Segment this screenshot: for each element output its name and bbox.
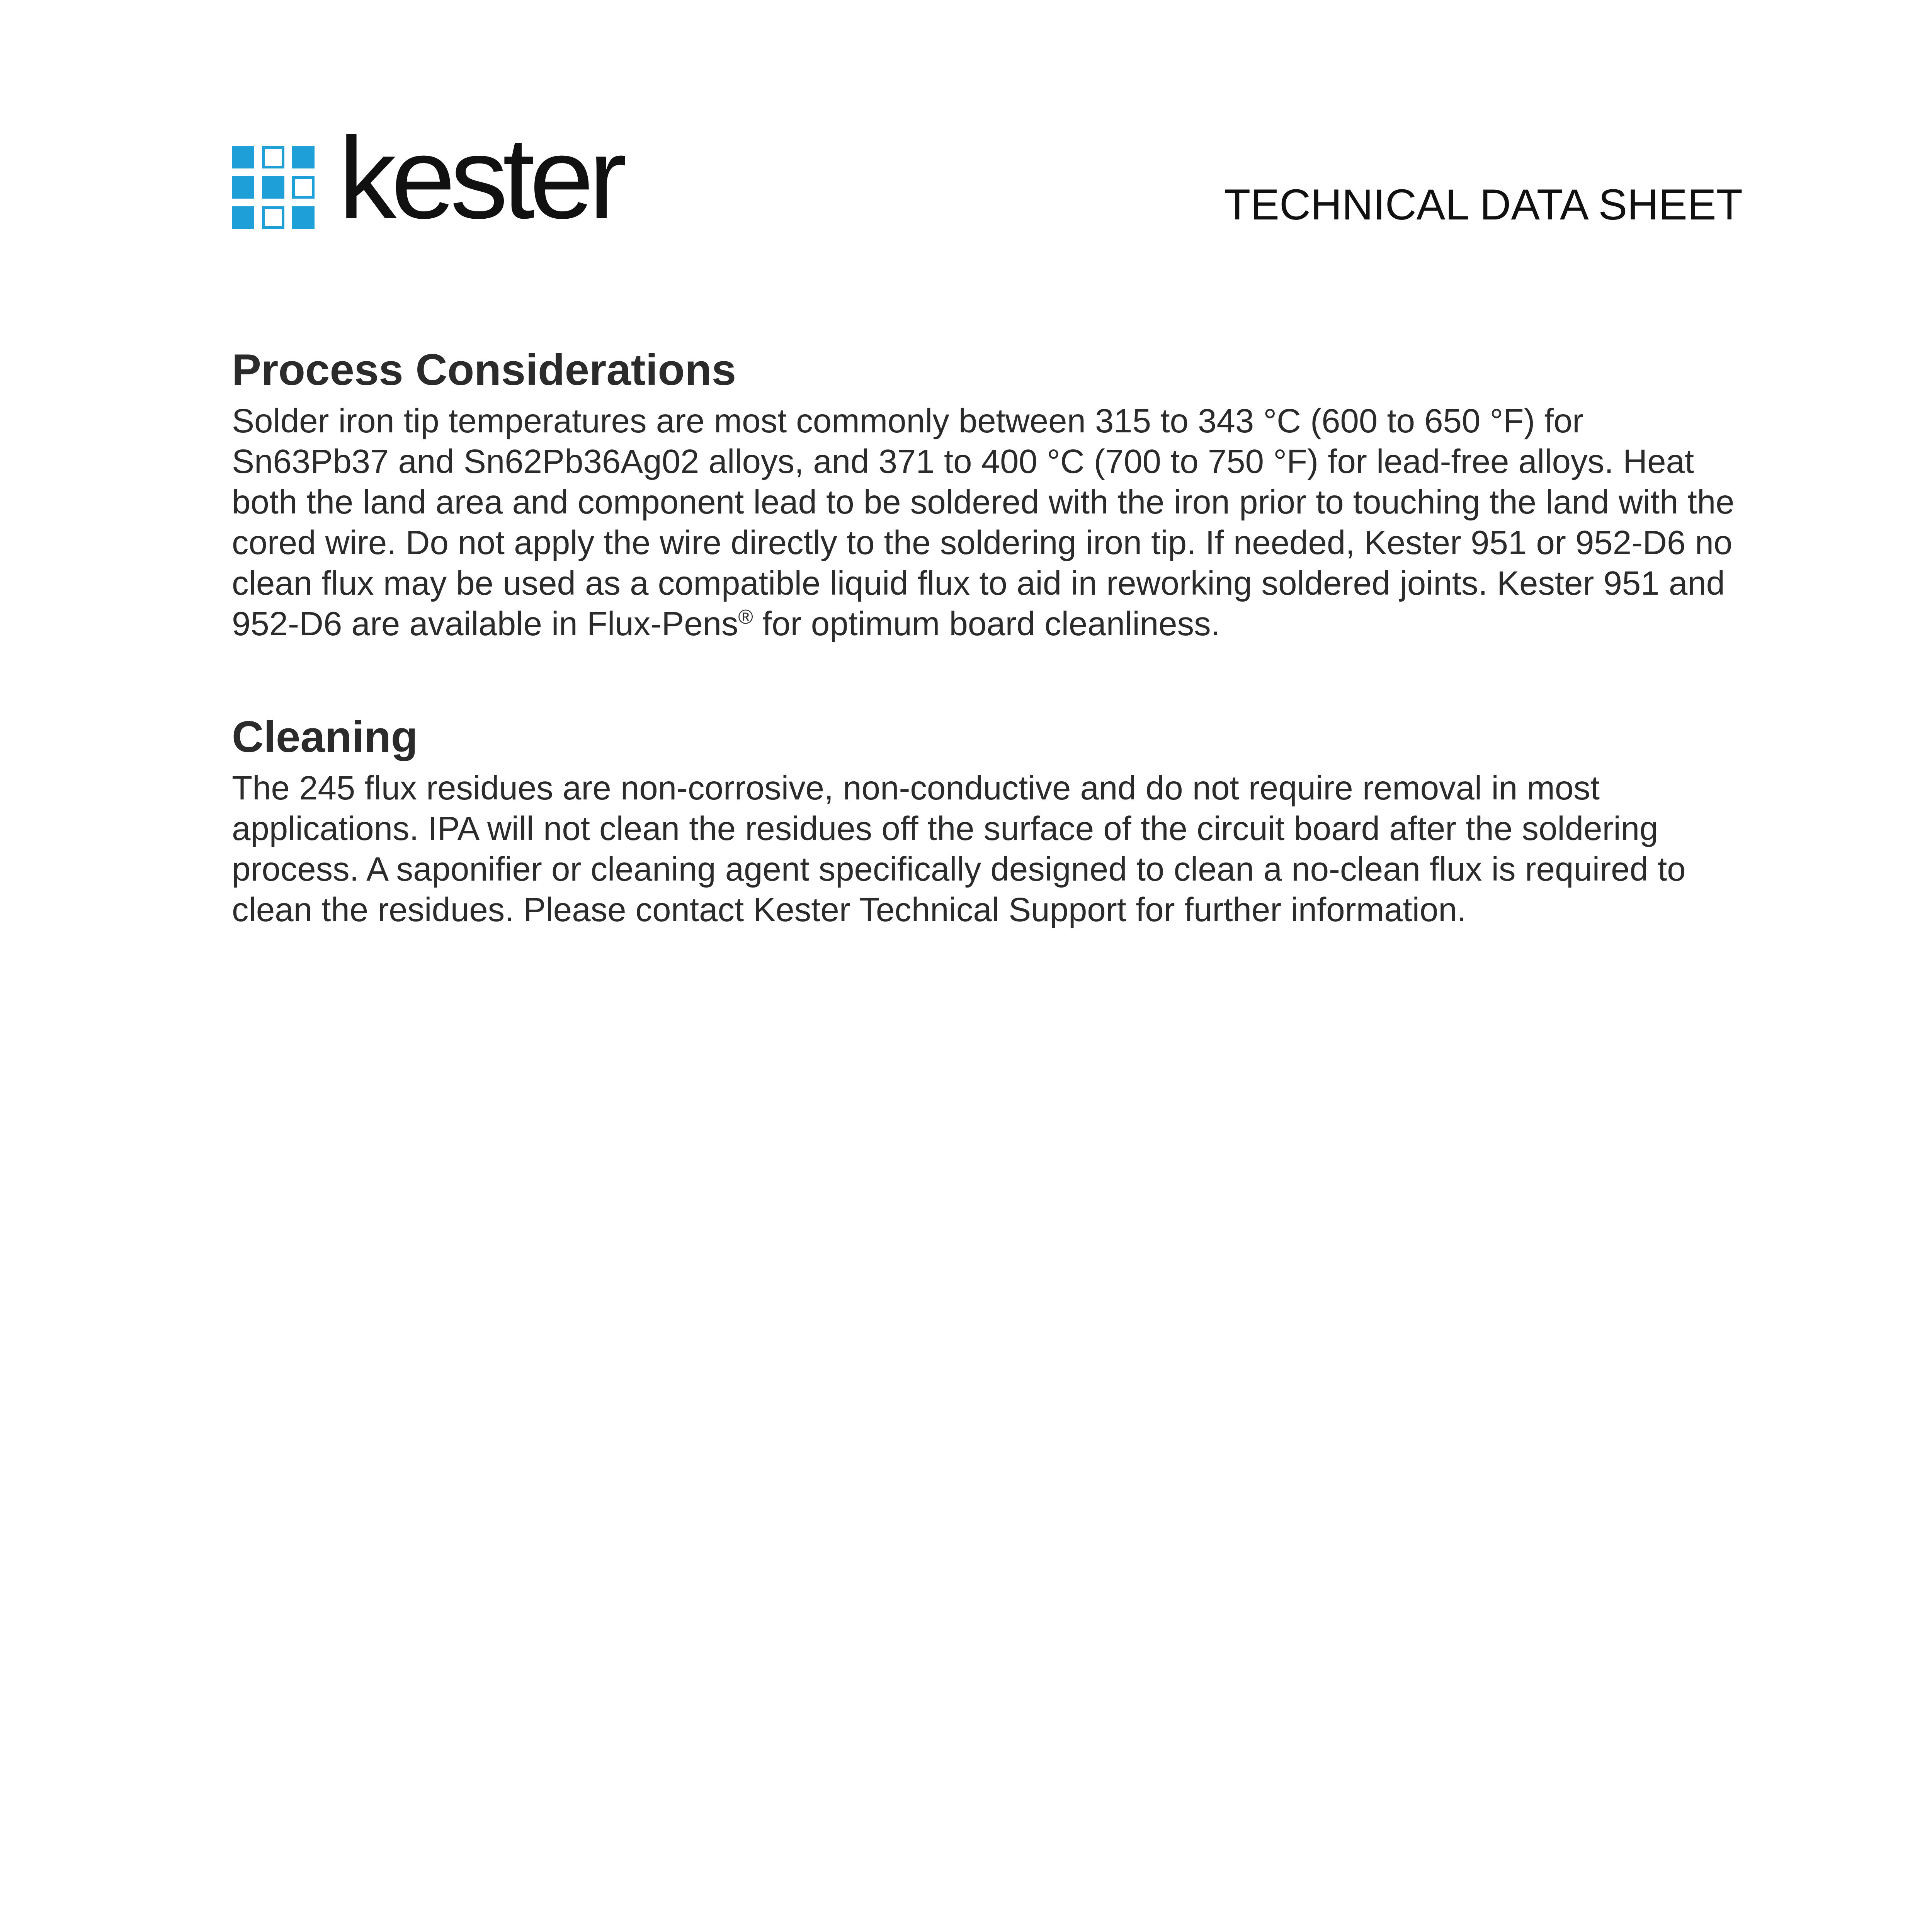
kester-logo [232, 113, 622, 243]
registered-mark: ® [738, 605, 753, 628]
section-body: The 245 flux residues are non-corrosive, non-conductive and do not require removal in most applications. IPA will not clean the residues off the surface of the circuit board after the soldering process. A saponifier or cleaning agent specifically designed to clean a no-clean flux is required to clean the residues. Please contact Kester Technical Support for further information. [232, 769, 1686, 929]
section-cleaning [232, 711, 1747, 930]
section-process-considerations [232, 344, 1747, 644]
document-title: TECHNICAL DATA SHEET [1224, 180, 1743, 229]
kester-logo-grid-icon [232, 146, 315, 229]
kester-logo-text: kester [338, 113, 622, 243]
section-heading: Process Considerations [232, 345, 736, 395]
section-heading: Cleaning [232, 713, 418, 762]
section-body: Solder iron tip temperatures are most commonly between 315 to 343 °C (600 to 650 °F) for Sn63Pb37 and Sn62Pb36Ag02 alloys, and 371 to 400 °C (700 to 750 °F) for lead-free alloys. Heat both the land area and component lead to be soldered with the iron prior to touching the land with the cored wire. Do not apply the wire directly to the soldering iron tip. If needed, Kester 951 or 952-D6 no clean flux may be used as a compatible liquid flux to aid in reworking soldered joints. Kester 951 and 952-D6 are available in Flux-Pens® for optimum board cleanliness. [232, 402, 1735, 643]
